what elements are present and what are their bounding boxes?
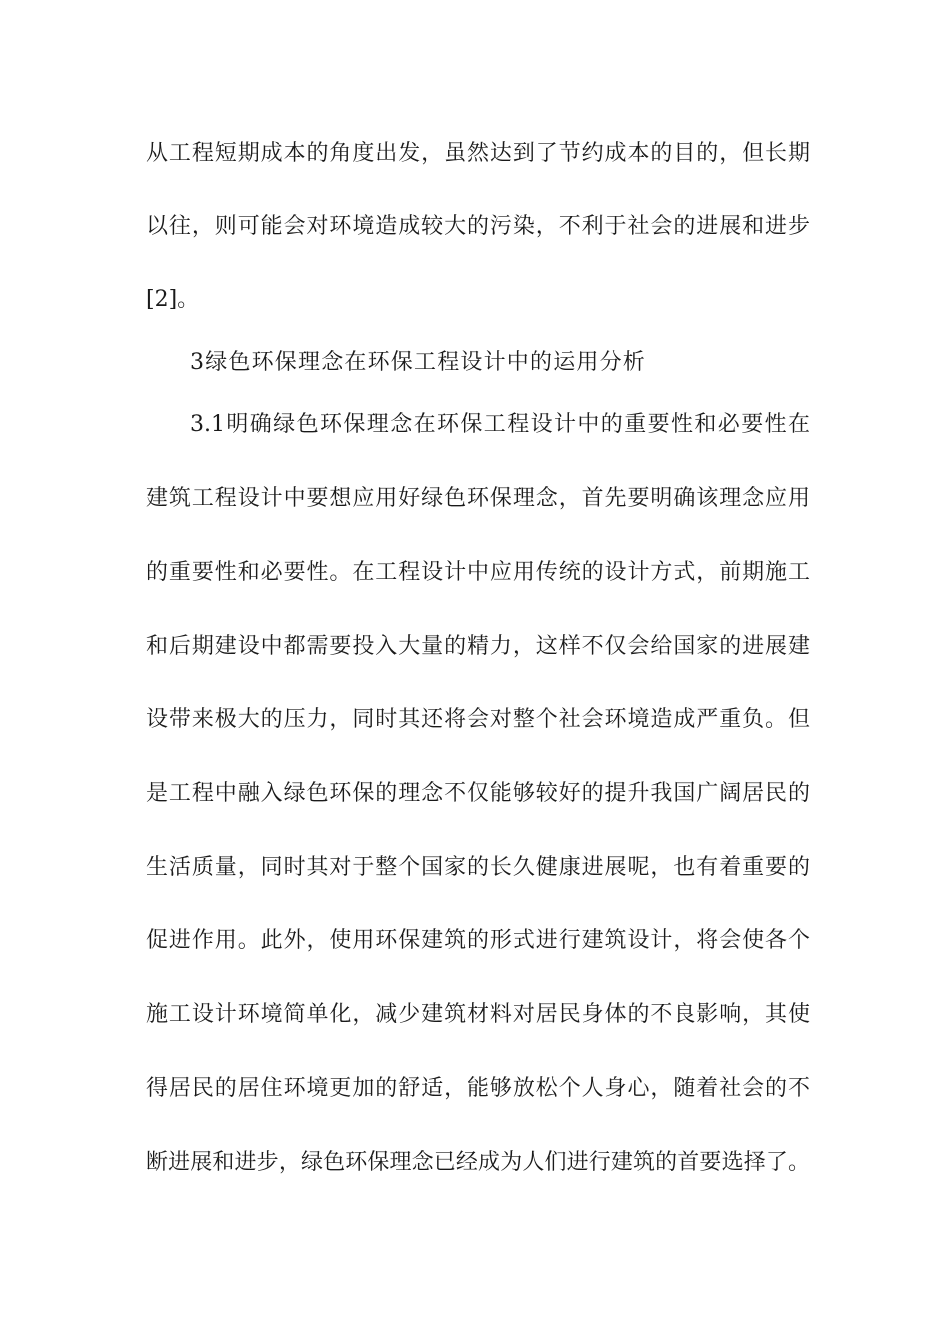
body-text-line: 施工设计环境简单化，减少建筑材料对居民身体的不良影响，其使	[146, 1002, 810, 1027]
body-text-line: 从工程短期成本的角度出发，虽然达到了节约成本的目的，但长期	[146, 141, 810, 166]
subsection-heading-line: 3.1明确绿色环保理念在环保工程设计中的重要性和必要性在	[190, 412, 810, 437]
body-text-line: 以往，则可能会对环境造成较大的污染，不利于社会的进展和进步	[146, 214, 810, 239]
body-text-line: 建筑工程设计中要想应用好绿色环保理念，首先要明确该理念应用	[146, 486, 810, 511]
body-text-line: 生活质量，同时其对于整个国家的长久健康进展呢，也有着重要的	[146, 855, 810, 880]
body-text-line: 断进展和进步，绿色环保理念已经成为人们进行建筑的首要选择了。	[146, 1150, 810, 1175]
section-heading: 3绿色环保理念在环保工程设计中的运用分析	[190, 350, 646, 375]
body-text-line: 促进作用。此外，使用环保建筑的形式进行建筑设计，将会使各个	[146, 928, 810, 953]
body-text-line: 和后期建设中都需要投入大量的精力，这样不仅会给国家的进展建	[146, 634, 810, 659]
body-text-line: 的重要性和必要性。在工程设计中应用传统的设计方式，前期施工	[146, 560, 810, 585]
body-text-line: 设带来极大的压力，同时其还将会对整个社会环境造成严重负。但	[146, 707, 810, 732]
body-text-line: 是工程中融入绿色环保的理念不仅能够较好的提升我国广阔居民的	[146, 781, 810, 806]
body-text-line: 得居民的居住环境更加的舒适，能够放松个人身心，随着社会的不	[146, 1076, 810, 1101]
citation-text-line: [2]。	[146, 287, 200, 312]
